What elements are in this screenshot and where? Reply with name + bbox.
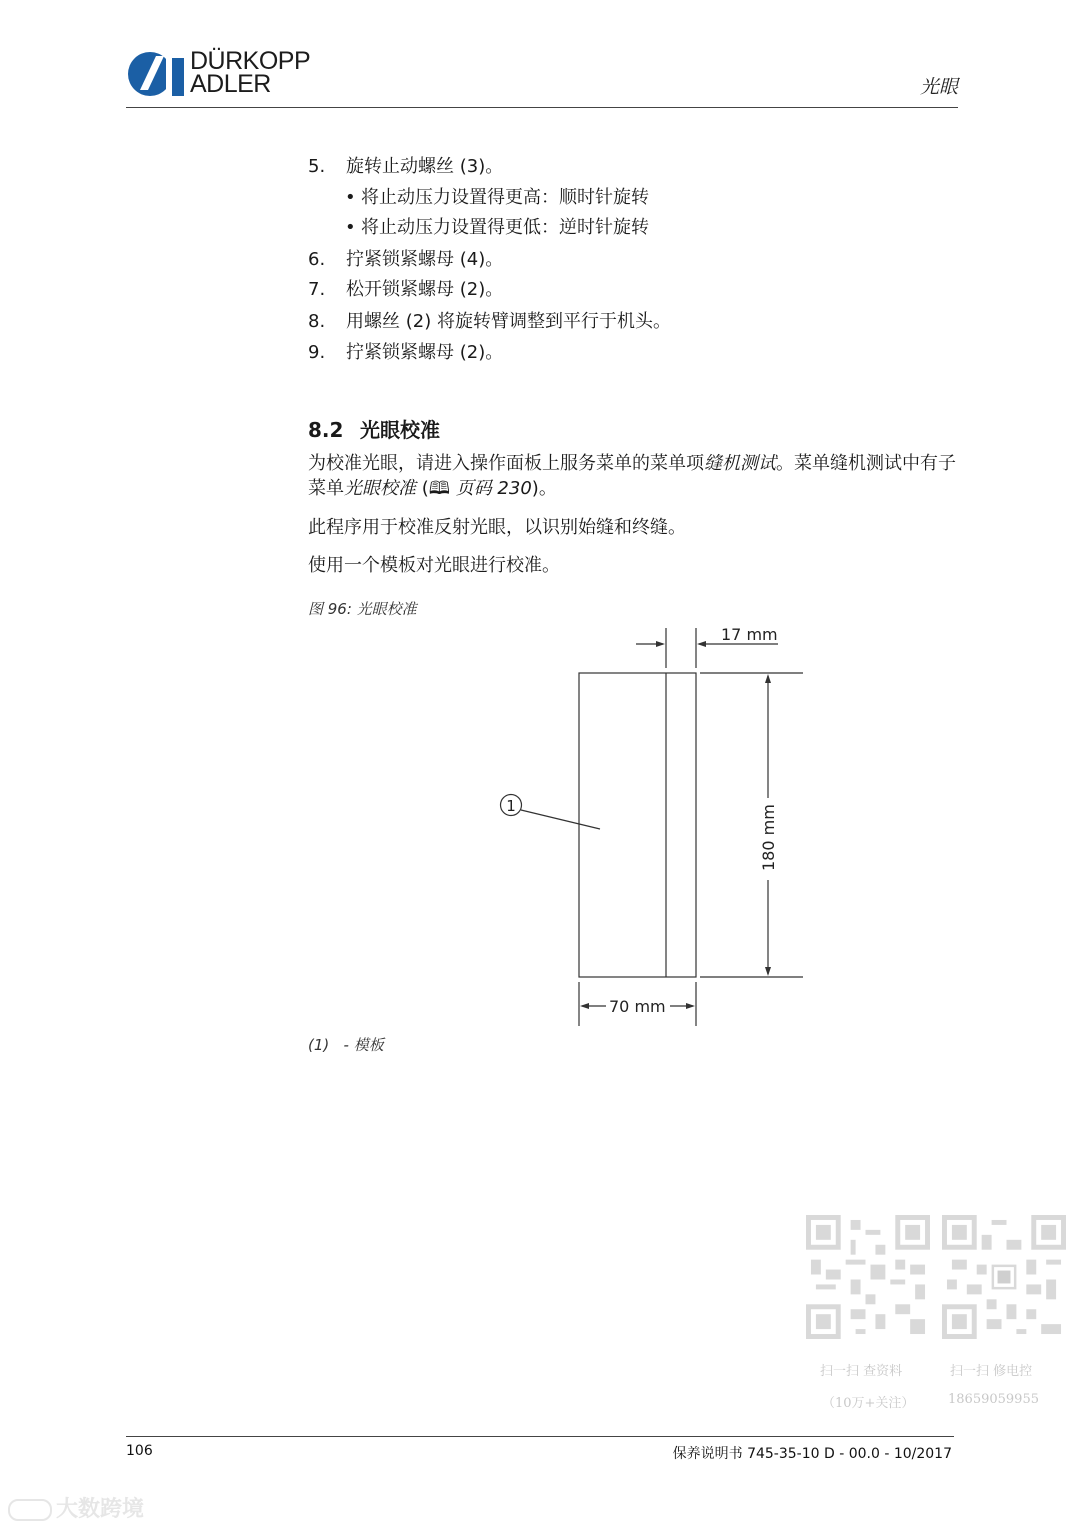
step-text: 用螺丝 (2) 将旋转臂调整到平行于机头。: [346, 311, 671, 332]
step-text: 旋转止动螺丝 (3)。: [346, 156, 504, 177]
template-diagram: [490, 618, 820, 1033]
document-info: 保养说明书 745-35-10 D - 00.0 - 10/2017: [672, 1446, 952, 1462]
submenu-photocell-calibration: 光眼校准: [344, 478, 416, 499]
arrowhead: [697, 641, 706, 647]
step-text: 拧紧锁紧螺母 (4)。: [346, 249, 504, 270]
step-text: 松开锁紧螺母 (2)。: [346, 279, 504, 300]
step-6: [308, 245, 503, 271]
bullet-text: 将止动压力设置得更低：逆时针旋转: [361, 217, 649, 238]
menu-item-sewing-test: 缝机测试: [704, 453, 776, 474]
template-rectangle: [579, 673, 696, 977]
step-number: 9.: [308, 342, 326, 363]
para-text: )。: [531, 478, 557, 499]
qr-code-icon: [942, 1215, 1066, 1339]
header-section-title: 光眼: [919, 76, 958, 98]
step-8: [308, 307, 671, 333]
para-text: 为校准光眼，请进入操作面板上服务菜单的菜单项: [308, 453, 704, 474]
header-rule: [126, 107, 958, 108]
brand-wordmark: [190, 47, 311, 98]
step-5: [308, 152, 503, 178]
step-number: 5.: [308, 156, 326, 177]
book-icon: 🕮: [428, 478, 450, 499]
section-heading: [308, 414, 440, 443]
dimension-label-right: 180 mm: [759, 804, 778, 871]
step-number: 8.: [308, 311, 326, 332]
callout-leader: [521, 810, 600, 829]
paragraph-template: 使用一个模板对光眼进行校准。: [308, 555, 560, 576]
qr-caption: 扫一扫 修电控: [950, 1364, 1033, 1379]
bullet-glyph: •: [345, 187, 356, 208]
bullet-item: [345, 213, 649, 239]
arrowhead: [686, 1003, 695, 1009]
bullet-glyph: •: [345, 217, 356, 238]
para-text: (: [416, 478, 429, 499]
arrowhead: [580, 1003, 589, 1009]
page-reference-link[interactable]: 页码 230: [449, 478, 532, 499]
watermark-text: 大数跨境: [56, 1497, 145, 1522]
step-number: 7.: [308, 279, 326, 300]
corner-watermark: [8, 1492, 144, 1523]
brand-line-2: ADLER: [190, 70, 271, 98]
section-number: 8.2: [308, 418, 344, 442]
durkopp-adler-logo-icon: [126, 50, 186, 98]
page-number: 106: [126, 1443, 153, 1459]
watermark-logo-icon: [8, 1499, 52, 1521]
bullet-item: [345, 183, 649, 209]
brand-line-1: DÜRKOPP: [190, 47, 311, 75]
arrowhead: [765, 674, 771, 683]
step-7: [308, 275, 503, 301]
step-number: 6.: [308, 249, 326, 270]
paragraph-intro: [308, 451, 958, 501]
figure-legend: (1) - 模板: [308, 1036, 384, 1054]
footer-rule: [126, 1436, 954, 1437]
bullet-text: 将止动压力设置得更高：顺时针旋转: [361, 187, 649, 208]
section-title: 光眼校准: [360, 418, 440, 442]
step-text: 拧紧锁紧螺母 (2)。: [346, 342, 504, 363]
dimension-label-bottom: 70 mm: [609, 997, 666, 1016]
qr-caption: 18659059955: [948, 1392, 1039, 1407]
qr-caption: 扫一扫 查资料: [820, 1364, 903, 1379]
qr-caption: （10万+关注）: [822, 1396, 915, 1411]
para-text: 。菜单缝机测试中有子菜单: [308, 453, 956, 499]
dimension-label-top: 17 mm: [721, 625, 778, 644]
callout-number: 1: [506, 797, 516, 815]
paragraph-purpose: 此程序用于校准反射光眼，以识别始缝和终缝。: [308, 517, 686, 538]
figure-caption: 图 96: 光眼校准: [308, 600, 417, 618]
qr-code-icon: [806, 1215, 930, 1339]
arrowhead: [656, 641, 665, 647]
arrowhead: [765, 967, 771, 976]
step-9: [308, 338, 503, 364]
